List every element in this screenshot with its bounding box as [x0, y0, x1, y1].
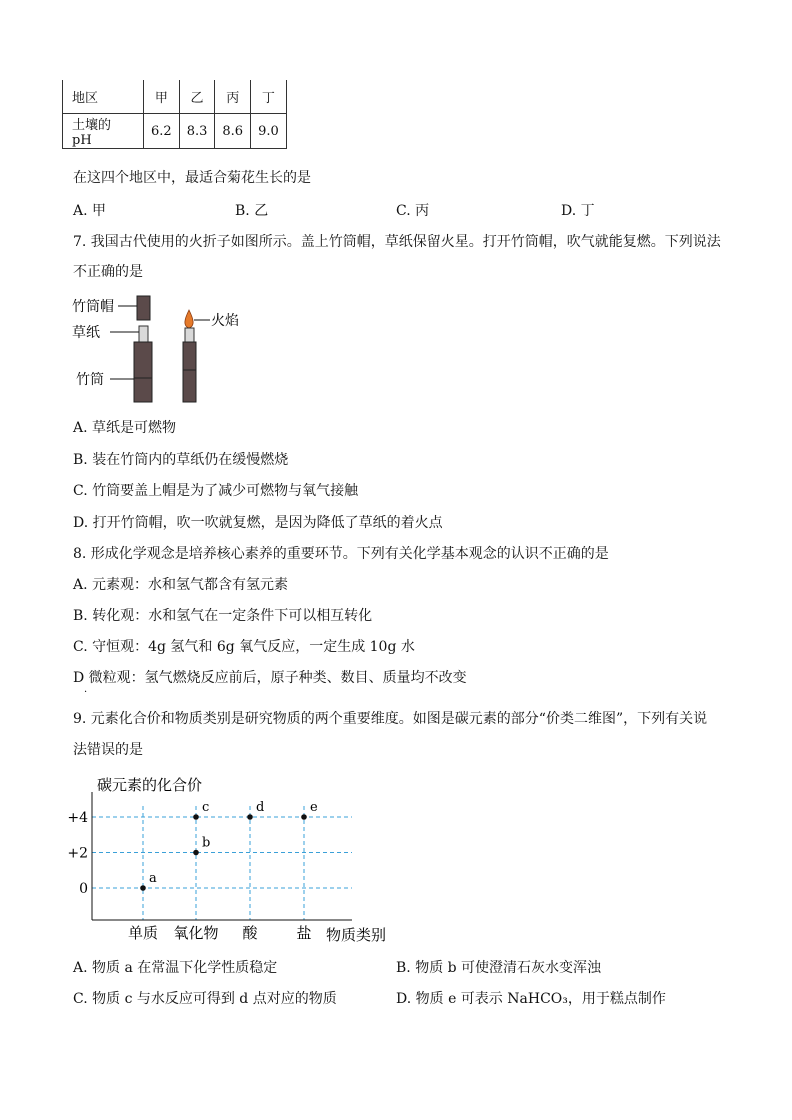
q7-stem-line1: 7. 我国古代使用的火折子如图所示。盖上竹筒帽，草纸保留火星。打开竹筒帽，吹气就能复燃。下列说法 — [73, 234, 721, 250]
table-cell: 6.2 — [144, 114, 180, 149]
point-label-c: c — [202, 800, 210, 815]
q8-option-b[interactable]: B. 转化观：水和氢气在一定条件下可以相互转化 — [73, 608, 373, 624]
table-cell: 土壤的 pH — [63, 114, 144, 149]
table-cell: 地区 — [63, 80, 144, 114]
q6-option-d[interactable]: D. 丁 — [561, 203, 595, 219]
q8-option-c[interactable]: C. 守恒观：4g 氢气和 6g 氧气反应，一定生成 10g 水 — [73, 639, 415, 655]
table-cell: 8.6 — [215, 114, 251, 149]
flame-label: 火焰 — [211, 313, 239, 329]
q9-option-a[interactable]: A. 物质 a 在常温下化学性质稳定 — [73, 960, 278, 976]
x-tick-label: 氧化物 — [173, 924, 219, 942]
q7-option-a[interactable]: A. 草纸是可燃物 — [73, 420, 177, 436]
valence-class-chart — [67, 770, 400, 950]
flame-icon — [185, 310, 193, 328]
table-cell: 丙 — [215, 80, 251, 114]
tube-cap-shape — [137, 296, 150, 320]
y-axis-label: 碳元素的化合价 — [97, 776, 203, 794]
table-cell: 乙 — [179, 80, 215, 114]
marks-layer — [140, 800, 318, 891]
table-row — [63, 80, 287, 114]
q8-stem: 8. 形成化学观念是培养核心素养的重要环节。下列有关化学基本观念的认识不正确的是 — [73, 546, 609, 562]
tube-shape — [134, 342, 152, 402]
point-label-d: d — [256, 800, 265, 815]
stray-dot: · — [84, 687, 88, 698]
point-label-a: a — [149, 871, 157, 886]
q6-option-b[interactable]: B. 乙 — [235, 203, 269, 219]
q6-prompt: 在这四个地区中，最适合菊花生长的是 — [73, 170, 311, 186]
grid-layer — [92, 806, 352, 920]
q9-stem-line2: 法错误的是 — [73, 742, 143, 758]
point-label-e: e — [310, 800, 318, 815]
data-point-d — [247, 814, 253, 820]
y-tick-label: 0 — [79, 881, 88, 897]
y-tick-label: +4 — [67, 810, 88, 826]
q8-option-d[interactable]: D 微粒观：氢气燃烧反应前后，原子种类、数目、质量均不改变 — [73, 670, 467, 686]
data-point-a — [140, 885, 146, 891]
q9-option-d[interactable]: D. 物质 e 可表示 NaHCO₃，用于糕点制作 — [396, 991, 666, 1007]
data-point-e — [301, 814, 307, 820]
q7-option-b[interactable]: B. 装在竹筒内的草纸仍在缓慢燃烧 — [73, 452, 289, 468]
q6-option-a[interactable]: A. 甲 — [73, 203, 107, 219]
cap-label: 竹筒帽 — [72, 299, 114, 315]
x-tick-label: 盐 — [296, 924, 312, 942]
data-point-b — [193, 850, 199, 856]
tube-label: 竹筒 — [76, 372, 104, 388]
table-cell: 丁 — [251, 80, 287, 114]
q7-option-d[interactable]: D. 打开竹筒帽，吹一吹就复燃，是因为降低了草纸的着火点 — [73, 515, 443, 531]
point-label-b: b — [202, 835, 211, 851]
table-cell: 8.3 — [179, 114, 215, 149]
x-tick-label: 单质 — [127, 924, 159, 942]
table-cell: 9.0 — [251, 114, 287, 149]
q8-option-a[interactable]: A. 元素观：水和氢气都含有氢元素 — [73, 577, 289, 593]
q9-option-b[interactable]: B. 物质 b 可使澄清石灰水变浑浊 — [396, 960, 602, 976]
table-row — [63, 114, 287, 149]
x-tick-label: 酸 — [242, 924, 258, 942]
q7-stem-line2: 不正确的是 — [73, 264, 143, 280]
x-axis-label: 物质类别 — [326, 926, 387, 944]
table-cell: 甲 — [144, 80, 180, 114]
y-tick-label: +2 — [67, 845, 88, 862]
ph-table — [62, 80, 287, 149]
fire-starter-figure — [70, 290, 260, 410]
paper-shape — [139, 326, 148, 344]
q9-stem-line1: 9. 元素化合价和物质类别是研究物质的两个重要维度。如图是碳元素的部分“价类二维图”，下列有关说 — [73, 711, 708, 727]
q9-option-c[interactable]: C. 物质 c 与水反应可得到 d 点对应的物质 — [73, 991, 337, 1007]
paper-label: 草纸 — [72, 325, 100, 341]
q7-option-c[interactable]: C. 竹筒要盖上帽是为了减少可燃物与氧气接触 — [73, 483, 359, 499]
q6-option-c[interactable]: C. 丙 — [396, 203, 430, 219]
data-point-c — [193, 814, 199, 820]
